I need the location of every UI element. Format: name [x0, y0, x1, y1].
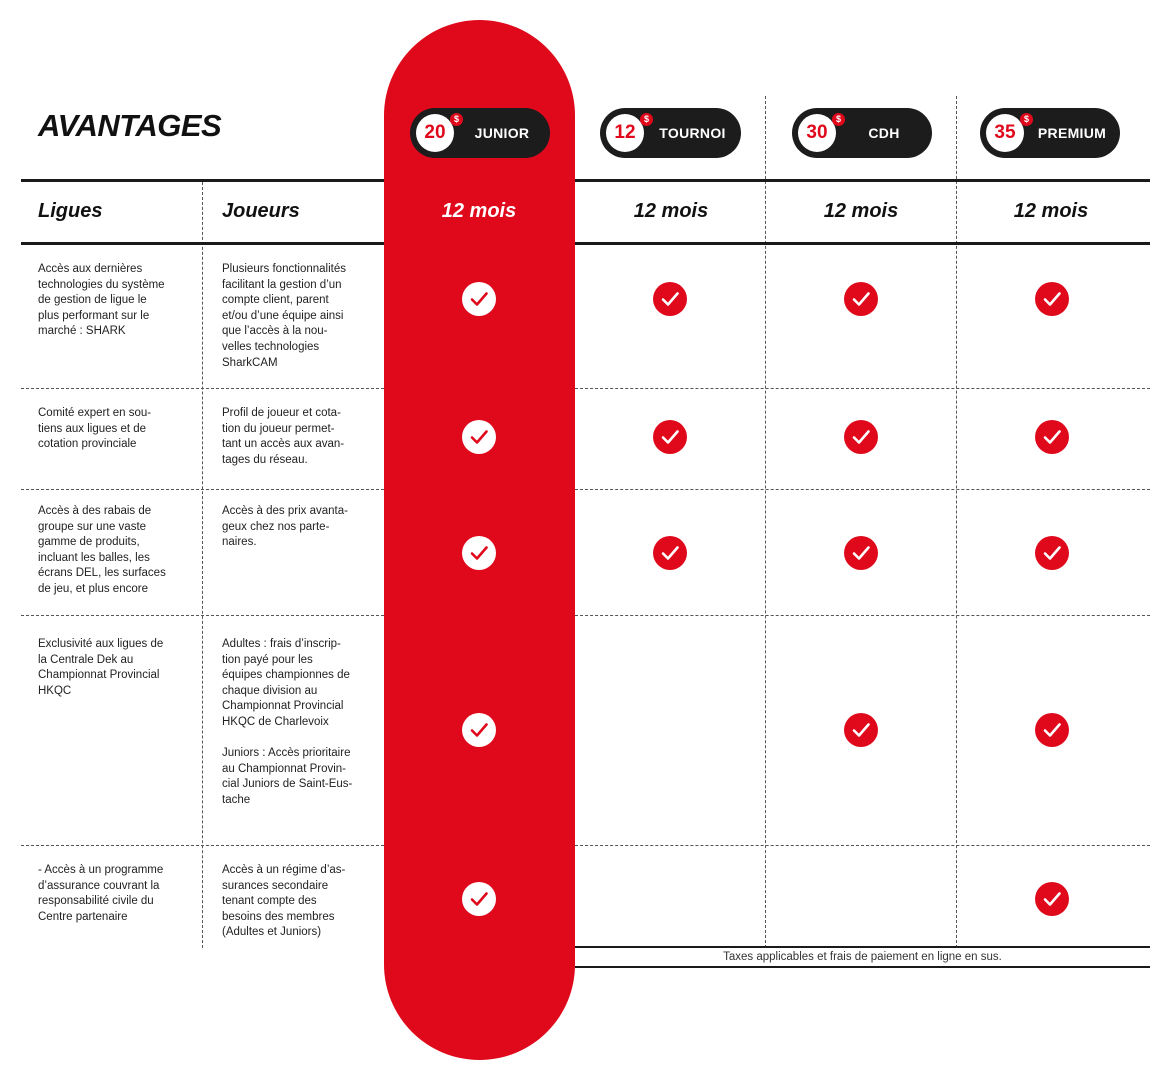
cell-line — [222, 731, 382, 747]
cell-line: que l’accès à la nou- — [222, 325, 328, 338]
row-divider — [575, 615, 1150, 616]
cell-line: tages du réseau. — [222, 453, 308, 466]
cell-line: Accès aux dernières — [38, 263, 143, 275]
cell-line: chaque division au — [222, 684, 318, 697]
row-2-ligues — [38, 406, 198, 453]
check-icon-junior — [462, 882, 496, 916]
check-icon-premium — [1035, 536, 1069, 570]
cell-line: (Adultes et Juniors) — [222, 926, 322, 939]
cell-line: cotation provinciale — [38, 438, 137, 451]
cell-line: technologies du système — [38, 278, 165, 291]
plan-badge-junior[interactable] — [410, 108, 550, 158]
dollar-icon: $ — [450, 113, 463, 126]
plan-price: 35 — [986, 114, 1024, 152]
page-title: AVANTAGES — [38, 108, 222, 143]
cell-line: Centre partenaire — [38, 910, 128, 923]
column-header-joueurs: Joueurs — [222, 200, 300, 222]
header-rule-bottom — [21, 242, 384, 245]
row-5-joueurs — [222, 863, 382, 941]
cell-line: responsabilité civile du — [38, 895, 154, 908]
cell-line: gamme de produits, — [38, 536, 140, 549]
row-divider — [21, 615, 384, 616]
plan-price: 30 — [798, 114, 836, 152]
cell-line: geux chez nos parte- — [222, 520, 330, 533]
cell-line: - Accès à un programme — [38, 864, 164, 876]
cell-line: Championnat Provincial — [38, 669, 160, 682]
row-5-ligues — [38, 863, 198, 925]
cell-line: surances secondaire — [222, 879, 329, 892]
cell-line: Adultes : frais d’inscrip- — [222, 638, 341, 650]
plan-name: JUNIOR — [474, 125, 530, 141]
column-divider — [956, 96, 957, 948]
cell-line: Accès à un régime d’as- — [222, 864, 346, 876]
plan-name: TOURNOI — [659, 125, 726, 141]
row-divider — [21, 845, 384, 846]
cell-line: tion payé pour les — [222, 653, 313, 666]
cell-line: Profil de joueur et cota- — [222, 407, 341, 419]
cell-line: tiens aux ligues et de — [38, 422, 147, 435]
duration-tournoi: 12 mois — [633, 200, 709, 222]
footer-rule-bottom — [575, 966, 1150, 968]
footnote: Taxes applicables et frais de paiement en ligne en sus. — [723, 951, 1002, 963]
row-4-ligues — [38, 637, 198, 699]
row-1-ligues — [38, 262, 198, 340]
cell-line: marché : SHARK — [38, 325, 126, 338]
cell-line: velles technologies — [222, 340, 320, 353]
plan-badge-cdh[interactable] — [792, 108, 932, 158]
row-1-joueurs — [222, 262, 382, 371]
plan-badge-premium[interactable] — [980, 108, 1120, 158]
cell-line: SharkCAM — [222, 356, 278, 369]
dollar-icon: $ — [1020, 113, 1033, 126]
cell-line: de jeu, et plus encore — [38, 582, 148, 595]
header-rule-top — [21, 179, 384, 182]
check-icon-junior — [462, 420, 496, 454]
row-divider — [21, 388, 384, 389]
duration-cdh: 12 mois — [823, 200, 899, 222]
cell-line: incluant les balles, les — [38, 551, 150, 564]
cell-line: la Centrale Dek au — [38, 653, 134, 666]
cell-line: Accès à des rabais de — [38, 505, 152, 517]
check-icon-premium — [1035, 282, 1069, 316]
cell-line: de gestion de ligue le — [38, 294, 147, 307]
duration-junior: 12 mois — [441, 200, 517, 222]
cell-line: besoins des membres — [222, 910, 335, 923]
row-divider — [575, 845, 1150, 846]
check-icon-cdh — [844, 282, 878, 316]
dollar-icon: $ — [640, 113, 653, 126]
cell-line: facilitant la gestion d’un — [222, 278, 342, 291]
duration-premium: 12 mois — [1013, 200, 1089, 222]
check-icon-premium — [1035, 420, 1069, 454]
check-icon-junior — [462, 713, 496, 747]
cell-line: écrans DEL, les surfaces — [38, 567, 166, 580]
cell-line: Juniors : Accès prioritaire — [222, 747, 351, 760]
cell-line: Accès à des prix avanta- — [222, 505, 348, 517]
cell-line: plus performant sur le — [38, 309, 150, 322]
cell-line: compte client, parent — [222, 294, 329, 307]
check-icon-cdh — [844, 420, 878, 454]
plan-name: CDH — [868, 125, 900, 141]
cell-line: et/ou d’une équipe ainsi — [222, 309, 344, 322]
plan-price: 12 — [606, 114, 644, 152]
plan-price: 20 — [416, 114, 454, 152]
cell-line: HKQC — [38, 684, 72, 697]
plan-badge-tournoi[interactable] — [600, 108, 741, 158]
column-divider — [765, 96, 766, 948]
cell-line: tenant compte des — [222, 895, 317, 908]
check-icon-tournoi — [653, 420, 687, 454]
check-icon-tournoi — [653, 536, 687, 570]
row-4-joueurs — [222, 637, 382, 809]
check-icon-junior — [462, 536, 496, 570]
cell-line: d’assurance couvrant la — [38, 879, 160, 892]
footer-rule-top — [575, 946, 1150, 948]
check-icon-premium — [1035, 713, 1069, 747]
cell-line: Championnat Provincial — [222, 700, 344, 713]
row-3-ligues — [38, 504, 198, 598]
cell-line: naires. — [222, 536, 257, 549]
header-rule-bottom — [575, 242, 1150, 245]
cell-line: HKQC de Charlevoix — [222, 715, 329, 728]
header-rule-top — [575, 179, 1150, 182]
cell-line: Exclusivité aux ligues de — [38, 638, 164, 650]
check-icon-junior — [462, 282, 496, 316]
check-icon-tournoi — [653, 282, 687, 316]
cell-line: groupe sur une vaste — [38, 520, 147, 533]
cell-line: tion du joueur permet- — [222, 422, 335, 435]
row-3-joueurs — [222, 504, 382, 551]
plan-name: PREMIUM — [1037, 125, 1107, 141]
cell-line: Comité expert en sou- — [38, 407, 152, 419]
cell-line: Plusieurs fonctionnalités — [222, 263, 347, 275]
check-icon-premium — [1035, 882, 1069, 916]
cell-line: au Championnat Provin- — [222, 762, 347, 775]
column-header-ligues: Ligues — [38, 200, 103, 222]
column-divider — [202, 182, 203, 948]
dollar-icon: $ — [832, 113, 845, 126]
cell-line: équipes championnes de — [222, 669, 350, 682]
cell-line: tache — [222, 793, 251, 806]
row-divider — [575, 388, 1150, 389]
check-icon-cdh — [844, 713, 878, 747]
row-divider — [21, 489, 384, 490]
row-divider — [575, 489, 1150, 490]
cell-line: cial Juniors de Saint-Eus- — [222, 778, 353, 791]
cell-line: tant un accès aux avan- — [222, 438, 345, 451]
check-icon-cdh — [844, 536, 878, 570]
row-2-joueurs — [222, 406, 382, 468]
